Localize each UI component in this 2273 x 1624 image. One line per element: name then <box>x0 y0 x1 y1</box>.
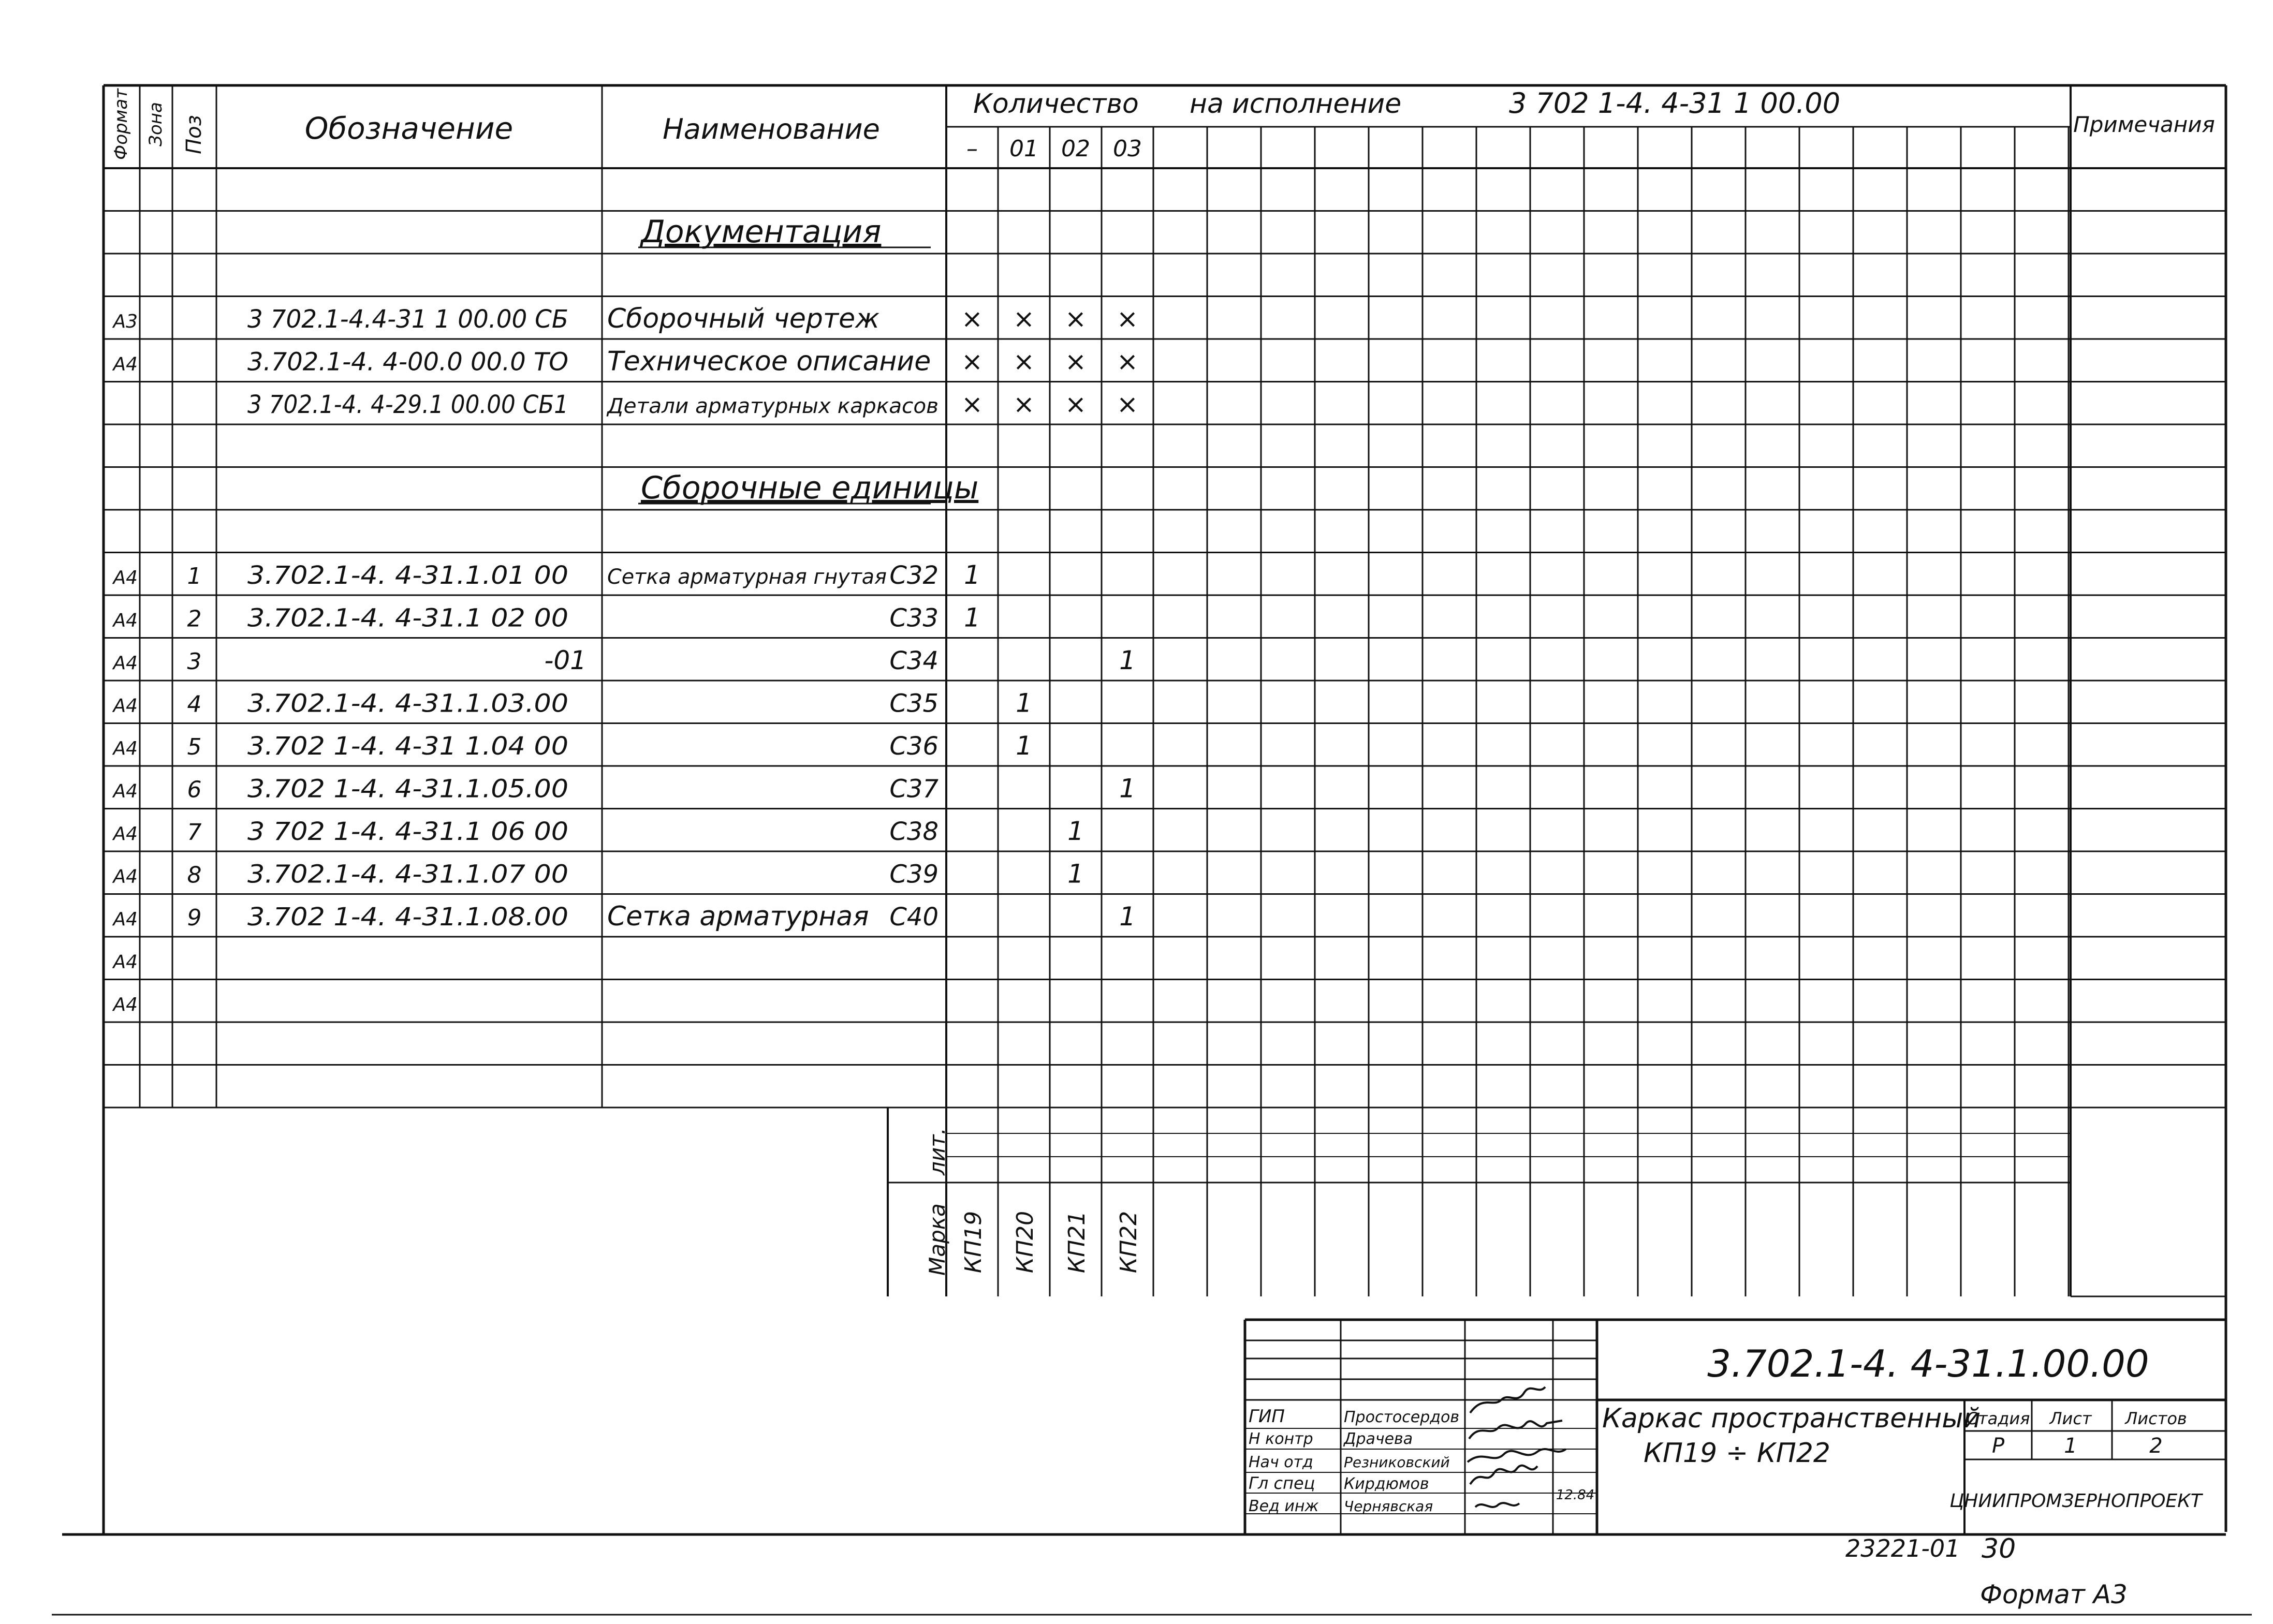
doc-number: 23221-01 <box>1845 1534 1960 1562</box>
row-name-mark: С32 <box>889 561 938 590</box>
header-execution: исполнение <box>1232 88 1402 120</box>
signer-role: Н контр <box>1249 1430 1313 1448</box>
stage-label: Стадия <box>1966 1409 2030 1428</box>
row-position: 7 <box>187 819 202 846</box>
row-name: Техническое описание <box>607 346 931 377</box>
row-format: А4 <box>113 610 138 631</box>
table-row <box>638 470 978 506</box>
row-position: 2 <box>187 606 202 632</box>
row-quantity: 1 <box>1119 645 1136 675</box>
table-row <box>638 214 931 250</box>
row-quantity: 1 <box>1016 688 1032 718</box>
sheets-value: 2 <box>2149 1434 2163 1458</box>
row-quantity: × <box>1117 346 1138 377</box>
row-position: 6 <box>187 776 202 803</box>
row-quantity: × <box>1013 346 1035 377</box>
header-name: Наименование <box>663 113 880 145</box>
row-format: А4 <box>113 353 138 375</box>
title-block-title-line2: КП19 ÷ КП22 <box>1644 1438 1831 1469</box>
handwritten-signatures <box>1468 1387 1566 1507</box>
table-row <box>112 603 980 633</box>
row-format: А4 <box>113 567 138 588</box>
row-designation: -01 <box>544 645 586 675</box>
row-name-mark: С40 <box>889 903 938 932</box>
row-name: Сетка арматурная гнутая <box>607 565 887 589</box>
row-quantity: × <box>961 389 983 419</box>
header-execution-col: – <box>966 136 978 162</box>
row-position: 3 <box>187 648 202 675</box>
table-row <box>112 774 1135 804</box>
section-heading: Документация <box>641 214 882 250</box>
row-designation: 3.702.1-4. 4-31.1 02 00 <box>247 603 568 633</box>
row-format: А4 <box>113 695 138 717</box>
header-notes: Примечания <box>2073 112 2215 137</box>
table-body <box>112 214 1138 1015</box>
row-position: 4 <box>187 691 202 718</box>
row-format: А4 <box>113 994 138 1015</box>
header-format: Формат <box>111 88 131 160</box>
row-quantity: × <box>1117 389 1138 419</box>
sheet-value: 1 <box>2064 1434 2077 1458</box>
row-name-mark: С33 <box>889 603 938 633</box>
signer-name: Кирдюмов <box>1344 1475 1429 1493</box>
row-name: Сборочный чертеж <box>607 303 879 334</box>
header-base-code: 3 702 1-4. 4-31 1 00.00 <box>1509 87 1841 120</box>
table-row <box>112 816 1083 846</box>
signer-row <box>1249 1406 1459 1427</box>
table-row <box>112 303 1138 334</box>
signer-name: Простосердов <box>1344 1408 1460 1426</box>
marka-label: Марка <box>925 1203 950 1276</box>
row-quantity: 1 <box>1067 859 1084 889</box>
table-row <box>112 560 980 590</box>
row-designation: 3.702 1-4. 4-31.1.08.00 <box>247 903 568 932</box>
row-name-mark: С38 <box>889 817 938 846</box>
row-format: А4 <box>113 823 138 845</box>
row-designation: 3.702.1-4. 4-00.0 00.0 ТО <box>247 347 568 377</box>
row-quantity: × <box>1065 304 1087 334</box>
sheets-label: Листов <box>2125 1409 2187 1428</box>
header-quantity-label: Количество <box>973 88 1139 120</box>
row-name: Сетка арматурная <box>607 901 869 932</box>
signature-date: 12.84 <box>1556 1487 1595 1503</box>
row-designation: 3 702 1-4. 4-31.1 06 00 <box>247 817 568 846</box>
signer-role: ГИП <box>1249 1406 1285 1427</box>
signer-row <box>1249 1453 1450 1471</box>
row-designation: 3.702.1-4. 4-31.1.07 00 <box>247 860 568 889</box>
row-designation: 3.702 1-4. 4-31.1.05.00 <box>247 774 568 804</box>
table-row <box>112 346 1138 377</box>
row-format: А4 <box>113 866 138 888</box>
row-quantity: × <box>961 304 983 334</box>
row-quantity: 1 <box>1119 902 1136 932</box>
section-heading: Сборочные единицы <box>641 470 979 506</box>
page-number: 30 <box>1982 1533 2016 1564</box>
row-format: А4 <box>113 951 138 973</box>
signer-role: Нач отд <box>1249 1453 1313 1471</box>
table-row <box>112 731 1032 761</box>
row-quantity: 1 <box>1119 773 1136 804</box>
lit-label: лит. <box>925 1128 950 1175</box>
row-name-mark: С35 <box>889 689 938 718</box>
row-designation: 3.702 1-4. 4-31 1.04 00 <box>247 732 568 761</box>
row-format: А4 <box>113 780 138 802</box>
signer-row <box>1249 1473 1429 1493</box>
row-designation: 3 702.1-4.4-31 1 00.00 СБ <box>247 305 568 334</box>
stage-value: Р <box>1991 1434 2005 1458</box>
row-format: А4 <box>113 653 138 674</box>
header-execution-col: 02 <box>1061 136 1090 162</box>
row-position: 8 <box>187 862 202 889</box>
mark-label: КП20 <box>1012 1210 1038 1274</box>
row-quantity: 1 <box>964 560 980 590</box>
row-name-mark: С34 <box>889 646 938 675</box>
row-quantity: × <box>1013 389 1035 419</box>
row-designation: 3 702.1-4. 4-29.1 00.00 СБ1 <box>247 390 568 419</box>
header-pos: Поз <box>182 115 206 154</box>
row-position: 1 <box>187 563 202 589</box>
row-quantity: × <box>1013 304 1035 334</box>
signer-role: Гл спец <box>1249 1473 1315 1493</box>
table-row <box>112 645 1135 675</box>
mark-label: КП21 <box>1064 1210 1090 1274</box>
table-row <box>112 994 138 1015</box>
signer-name: Резниковский <box>1344 1454 1450 1471</box>
row-name-mark: С37 <box>889 774 938 804</box>
header-execution-col: 01 <box>1009 136 1038 162</box>
row-format: А4 <box>113 738 138 759</box>
header-execution-col: 03 <box>1113 136 1142 162</box>
row-name-mark: С36 <box>889 732 938 761</box>
row-quantity: × <box>961 346 983 377</box>
mark-label: КП22 <box>1116 1210 1142 1274</box>
row-quantity: × <box>1117 304 1138 334</box>
signer-row <box>1249 1430 1413 1448</box>
row-quantity: 1 <box>1016 731 1032 761</box>
sheet-label: Лист <box>2049 1409 2092 1428</box>
row-quantity: × <box>1065 389 1087 419</box>
row-quantity: 1 <box>1067 816 1084 846</box>
row-quantity: × <box>1065 346 1087 377</box>
signer-role: Вед инж <box>1249 1497 1319 1515</box>
table-row <box>112 952 138 973</box>
title-block-title-line1: Каркас пространственный <box>1602 1403 1981 1434</box>
row-designation: 3.702.1-4. 4-31.1.03.00 <box>247 689 568 718</box>
row-name-mark: С39 <box>889 860 938 889</box>
row-position: 5 <box>187 734 202 760</box>
table-row <box>112 859 1083 889</box>
row-position: 9 <box>187 905 202 931</box>
row-designation: 3.702.1-4. 4-31.1.01 00 <box>247 561 568 590</box>
table-row <box>112 688 1032 718</box>
row-name: Детали арматурных каркасов <box>606 394 938 418</box>
row-format: А3 <box>113 311 138 332</box>
header-on: на <box>1190 88 1224 120</box>
row-format: А4 <box>113 909 138 930</box>
header-designation: Обозначение <box>304 111 514 146</box>
title-block-code: 3.702.1-4. 4-31.1.00.00 <box>1707 1342 2149 1385</box>
row-quantity: 1 <box>964 602 980 633</box>
format-label: Формат А3 <box>1980 1579 2128 1610</box>
table-row <box>112 901 1135 932</box>
signer-name: Драчева <box>1344 1430 1413 1448</box>
organization: ЦНИИПРОМЗЕРНОПРОЕКТ <box>1949 1490 2202 1512</box>
table-row <box>247 389 1138 419</box>
signer-name: Чернявская <box>1344 1498 1433 1515</box>
mark-label: КП19 <box>960 1210 987 1274</box>
header-zone: Зона <box>145 102 166 146</box>
